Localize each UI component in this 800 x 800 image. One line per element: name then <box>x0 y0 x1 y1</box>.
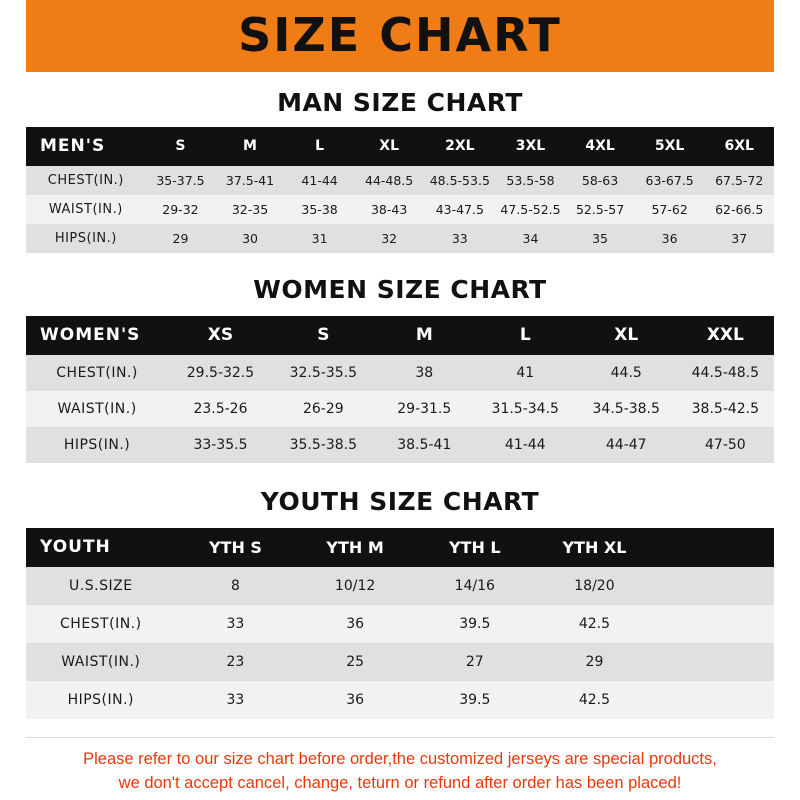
cell: 41-44 <box>475 427 576 463</box>
column-header <box>654 528 774 567</box>
column-header: XL <box>576 316 677 355</box>
column-header: 4XL <box>565 127 635 166</box>
table-row <box>26 391 774 427</box>
cell: 57-62 <box>635 195 705 224</box>
cell: 58-63 <box>565 166 635 195</box>
cell: 33 <box>424 224 496 253</box>
table-row <box>26 355 774 391</box>
cell: 32.5-35.5 <box>273 355 374 391</box>
row-label: WAIST(IN.) <box>26 195 146 224</box>
divider <box>26 737 774 738</box>
row-label: CHEST(IN.) <box>26 355 168 391</box>
cell: 44.5-48.5 <box>677 355 774 391</box>
column-header: S <box>146 127 216 166</box>
cell: 31 <box>285 224 355 253</box>
column-header: M <box>374 316 475 355</box>
cell <box>654 681 774 719</box>
header-band <box>0 0 800 72</box>
cell: 39.5 <box>415 681 535 719</box>
cell: 36 <box>295 605 415 643</box>
cell: 44.5 <box>576 355 677 391</box>
cell: 31.5-34.5 <box>475 391 576 427</box>
cell: 10/12 <box>295 567 415 605</box>
cell <box>654 643 774 681</box>
cell: 44-47 <box>576 427 677 463</box>
cell: 29-32 <box>146 195 216 224</box>
column-header: YOUTH <box>26 528 176 567</box>
column-header: 5XL <box>635 127 705 166</box>
table-row <box>26 195 774 224</box>
table-header-row <box>26 127 774 166</box>
youth-size-table <box>26 528 774 719</box>
column-header: YTH XL <box>535 528 655 567</box>
column-header: YTH L <box>415 528 535 567</box>
column-header: 3XL <box>496 127 566 166</box>
cell: 43-47.5 <box>424 195 496 224</box>
women-size-table <box>26 316 774 463</box>
column-header: XL <box>354 127 424 166</box>
cell: 18/20 <box>535 567 655 605</box>
notice-text <box>26 748 774 796</box>
table-row <box>26 567 774 605</box>
column-header: XS <box>168 316 273 355</box>
cell: 67.5-72 <box>704 166 774 195</box>
column-header: L <box>285 127 355 166</box>
table-row <box>26 166 774 195</box>
cell: 29 <box>535 643 655 681</box>
cell: 35-38 <box>285 195 355 224</box>
man-section-title: MAN SIZE CHART <box>277 88 523 117</box>
cell <box>654 605 774 643</box>
row-label: WAIST(IN.) <box>26 391 168 427</box>
notice-line-1: Please refer to our size chart before order,the customized jerseys are special products, <box>83 750 717 768</box>
cell: 39.5 <box>415 605 535 643</box>
cell: 36 <box>295 681 415 719</box>
cell: 38 <box>374 355 475 391</box>
row-label: U.S.SIZE <box>26 567 176 605</box>
cell: 25 <box>295 643 415 681</box>
row-label: CHEST(IN.) <box>26 605 176 643</box>
cell: 33 <box>176 605 296 643</box>
cell: 44-48.5 <box>354 166 424 195</box>
column-header: XXL <box>677 316 774 355</box>
cell: 37.5-41 <box>215 166 285 195</box>
cell: 38.5-42.5 <box>677 391 774 427</box>
column-header: 6XL <box>704 127 774 166</box>
table-row <box>26 681 774 719</box>
cell: 38-43 <box>354 195 424 224</box>
women-section-title: WOMEN SIZE CHART <box>253 275 547 304</box>
cell: 26-29 <box>273 391 374 427</box>
content-area <box>0 88 800 796</box>
cell <box>654 567 774 605</box>
row-label: CHEST(IN.) <box>26 166 146 195</box>
cell: 41 <box>475 355 576 391</box>
cell: 47-50 <box>677 427 774 463</box>
cell: 52.5-57 <box>565 195 635 224</box>
page-title: SIZE CHART <box>238 8 562 62</box>
youth-section-title: YOUTH SIZE CHART <box>260 487 540 516</box>
column-header: WOMEN'S <box>26 316 168 355</box>
cell: 62-66.5 <box>704 195 774 224</box>
column-header: 2XL <box>424 127 496 166</box>
cell: 47.5-52.5 <box>496 195 566 224</box>
cell: 34.5-38.5 <box>576 391 677 427</box>
cell: 23.5-26 <box>168 391 273 427</box>
cell: 29 <box>146 224 216 253</box>
cell: 14/16 <box>415 567 535 605</box>
cell: 23 <box>176 643 296 681</box>
cell: 30 <box>215 224 285 253</box>
cell: 36 <box>635 224 705 253</box>
cell: 8 <box>176 567 296 605</box>
row-label: WAIST(IN.) <box>26 643 176 681</box>
cell: 27 <box>415 643 535 681</box>
man-size-table <box>26 127 774 253</box>
column-header: L <box>475 316 576 355</box>
cell: 32-35 <box>215 195 285 224</box>
cell: 53.5-58 <box>496 166 566 195</box>
table-header-row <box>26 316 774 355</box>
cell: 37 <box>704 224 774 253</box>
cell: 29.5-32.5 <box>168 355 273 391</box>
cell: 29-31.5 <box>374 391 475 427</box>
column-header: MEN'S <box>26 127 146 166</box>
cell: 63-67.5 <box>635 166 705 195</box>
table-row <box>26 643 774 681</box>
cell: 33 <box>176 681 296 719</box>
row-label: HIPS(IN.) <box>26 224 146 253</box>
cell: 32 <box>354 224 424 253</box>
cell: 41-44 <box>285 166 355 195</box>
cell: 42.5 <box>535 605 655 643</box>
cell: 35-37.5 <box>146 166 216 195</box>
cell: 48.5-53.5 <box>424 166 496 195</box>
table-row <box>26 605 774 643</box>
cell: 38.5-41 <box>374 427 475 463</box>
column-header: YTH S <box>176 528 296 567</box>
column-header: YTH M <box>295 528 415 567</box>
cell: 35.5-38.5 <box>273 427 374 463</box>
table-row <box>26 224 774 253</box>
cell: 42.5 <box>535 681 655 719</box>
table-header-row <box>26 528 774 567</box>
notice-line-2: we don't accept cancel, change, teturn or refund after order has been placed! <box>118 773 682 792</box>
row-label: HIPS(IN.) <box>26 427 168 463</box>
column-header: S <box>273 316 374 355</box>
row-label: HIPS(IN.) <box>26 681 176 719</box>
cell: 35 <box>565 224 635 253</box>
column-header: M <box>215 127 285 166</box>
table-row <box>26 427 774 463</box>
cell: 34 <box>496 224 566 253</box>
cell: 33-35.5 <box>168 427 273 463</box>
